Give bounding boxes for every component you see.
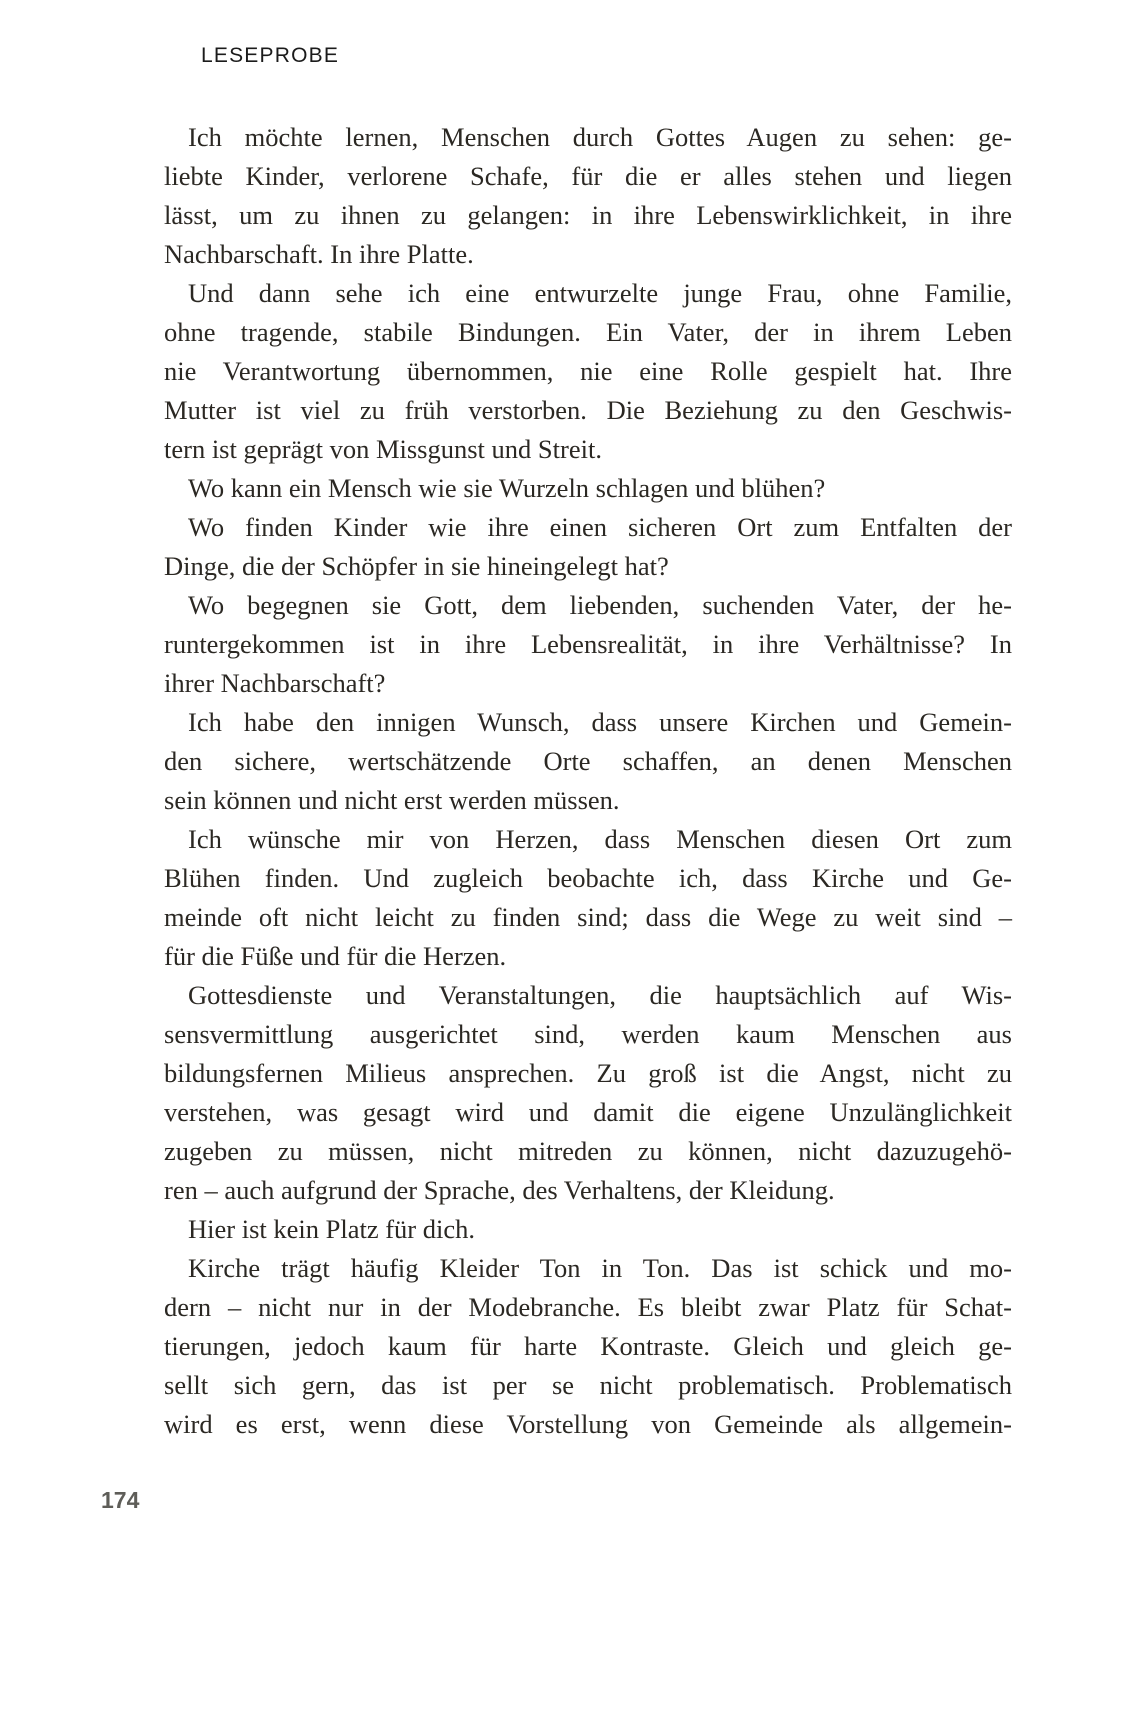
text-line: Nachbarschaft. In ihre Platte.	[164, 239, 474, 269]
paragraph	[164, 1249, 1012, 1444]
paragraph	[164, 976, 1012, 1210]
text-line: liebte Kinder, verlorene Schafe, für die er alles stehen und liegen	[164, 161, 1012, 191]
text-line: Wo finden Kinder wie ihre einen sicheren Ort zum Entfalten der	[188, 512, 1012, 542]
text-line: sensvermittlung ausgerichtet sind, werden kaum Menschen aus	[164, 1019, 1012, 1049]
text-line: dern – nicht nur in der Modebranche. Es bleibt zwar Platz für Schat-	[164, 1292, 1012, 1322]
text-line: wird es erst, wenn diese Vorstellung von Gemeinde als allgemein-	[164, 1409, 1012, 1439]
text-line: den sichere, wertschätzende Orte schaffen, an denen Menschen	[164, 746, 1012, 776]
text-line: ren – auch aufgrund der Sprache, des Verhaltens, der Kleidung.	[164, 1175, 835, 1205]
text-line: sellt sich gern, das ist per se nicht problematisch. Problematisch	[164, 1370, 1012, 1400]
text-line: sein können und nicht erst werden müssen.	[164, 785, 620, 815]
text-line: Gottesdienste und Veranstaltungen, die hauptsächlich auf Wis-	[188, 980, 1012, 1010]
text-line: runtergekommen ist in ihre Lebensrealität, in ihre Verhältnisse? In	[164, 629, 1012, 659]
text-line: lässt, um zu ihnen zu gelangen: in ihre Lebenswirklichkeit, in ihre	[164, 200, 1012, 230]
paragraph	[164, 274, 1012, 469]
text-line: meinde oft nicht leicht zu finden sind; dass die Wege zu weit sind –	[164, 902, 1012, 932]
text-line: Wo kann ein Mensch wie sie Wurzeln schlagen und blühen?	[188, 473, 826, 503]
page-number: 174	[101, 1487, 140, 1513]
paragraph	[164, 469, 1012, 508]
text-line: Und dann sehe ich eine entwurzelte junge Frau, ohne Familie,	[188, 278, 1012, 308]
text-line: Mutter ist viel zu früh verstorben. Die Beziehung zu den Geschwis-	[164, 395, 1012, 425]
text-line: verstehen, was gesagt wird und damit die eigene Unzulänglichkeit	[164, 1097, 1012, 1127]
text-line: bildungsfernen Milieus ansprechen. Zu groß ist die Angst, nicht zu	[164, 1058, 1012, 1088]
paragraph	[164, 820, 1012, 976]
text-line: ihrer Nachbarschaft?	[164, 668, 386, 698]
text-line: Dinge, die der Schöpfer in sie hineingelegt hat?	[164, 551, 669, 581]
text-line: Kirche trägt häufig Kleider Ton in Ton. Das ist schick und mo-	[188, 1253, 1012, 1283]
paragraph	[164, 1210, 1012, 1249]
text-line: nie Verantwortung übernommen, nie eine Rolle gespielt hat. Ihre	[164, 356, 1012, 386]
text-line: Ich wünsche mir von Herzen, dass Menschen diesen Ort zum	[188, 824, 1012, 854]
body-text	[164, 118, 1012, 1444]
text-line: Ich habe den innigen Wunsch, dass unsere Kirchen und Gemein-	[188, 707, 1012, 737]
running-head: LESEPROBE	[201, 44, 340, 67]
text-line: tierungen, jedoch kaum für harte Kontraste. Gleich und gleich ge-	[164, 1331, 1012, 1361]
text-line: tern ist geprägt von Missgunst und Streit.	[164, 434, 602, 464]
text-line: Hier ist kein Platz für dich.	[188, 1214, 476, 1244]
text-line: Blühen finden. Und zugleich beobachte ich, dass Kirche und Ge-	[164, 863, 1012, 893]
text-line: für die Füße und für die Herzen.	[164, 941, 507, 971]
text-line: Wo begegnen sie Gott, dem liebenden, suchenden Vater, der he-	[188, 590, 1012, 620]
paragraph	[164, 703, 1012, 820]
text-line: ohne tragende, stabile Bindungen. Ein Vater, der in ihrem Leben	[164, 317, 1012, 347]
paragraph	[164, 508, 1012, 586]
paragraph	[164, 118, 1012, 274]
paragraph	[164, 586, 1012, 703]
text-line: Ich möchte lernen, Menschen durch Gottes Augen zu sehen: ge-	[188, 122, 1012, 152]
text-line: zugeben zu müssen, nicht mitreden zu können, nicht dazuzugehö-	[164, 1136, 1012, 1166]
